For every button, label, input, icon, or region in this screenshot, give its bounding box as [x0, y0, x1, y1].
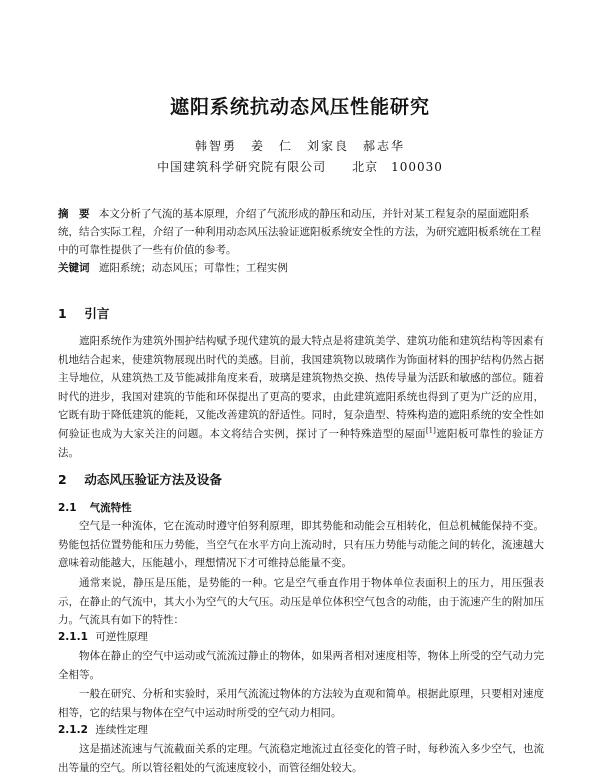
paragraph: 一般在研究、分析和实验时，采用气流流过物体的方法较为直观和简单。根据此原理，只要相对速度相等，它的结果与物体在空气中运动时所受的空气动力相同。 [58, 688, 544, 719]
section-1-heading [58, 304, 109, 322]
paragraph: 空气是一种流体，它在流动时遵守伯努利原理，即其势能和动能会互相转化，但总机械能保持不变。势能包括位置势能和压力势能，当空气在水平方向上流动时，只有压力势能与动能之间的转化，流速越大意味着动能越大，压能越小，理想情况下才可维持总能量不变。 [58, 520, 544, 570]
section-title: 引言 [84, 306, 110, 321]
subsection-2-1-2-heading [58, 722, 148, 737]
subsection-2-1-1-heading [58, 629, 148, 644]
subsection-2-1-heading [58, 500, 132, 515]
subsection-title: 气流特性 [89, 502, 132, 514]
paragraph: 通常来说，静压是压能，是势能的一种。它是空气垂直作用于物体单位表面积上的压力，用压强表示，在静止的气流中，其大小为空气的大气压。动压是单位体积空气包含的动能，由于流速产生的附加压力。气流具有如下的特性： [58, 577, 544, 627]
subsection-number: 2.1 [58, 502, 77, 514]
abstract-text: 本文分析了气流的基本原理，介绍了气流形成的静压和动压，并针对某工程复杂的屋面遮阳系统，结合实际工程，介绍了一种利用动态风压法验证遮阳板系统安全性的方法，为研究遮阳板系统在工程中的可靠性提供了一些有价值的参考。 [58, 208, 541, 256]
section-number: 2 [58, 472, 67, 487]
abstract [58, 205, 544, 259]
paragraph: 这是描述流速与气流截面关系的定理。气流稳定地流过直径变化的管子时，每秒流入多少空气，也流出等量的空气。所以管径粗处的气流速度较小，而管径细处较大。 [58, 743, 544, 774]
abstract-label: 摘 要 [58, 208, 90, 220]
paper-title: 遮阳系统抗动态风压性能研究 [169, 96, 430, 118]
keywords [58, 259, 544, 277]
intro-text: 遮阳系统作为建筑外围护结构赋予现代建筑的最大特点是将建筑美学、建筑功能和建筑结构等因素有机地结合起来，使建筑物展现出时代的美感。目前，我国建筑物以玻璃作为饰面材料的围护结构仍然占据主导地位，从建筑热工及节能减排角度来看，玻璃是建筑物热交换、热传导量为活跃和敏感的部位。随着时代的进步，我国对建筑的节能和环保提出了更高的要求，由此建筑遮阳系统也得到了更为广泛的应用，它既有助于降低建筑的能耗，又能改善建筑的舒适性。同时，复杂造型、特殊构造的遮阳系统的安全性如何验证也成为大家关注的问题。本文将结合实例，探讨了一种特殊造型的屋面 [58, 335, 544, 440]
section-2-heading [58, 470, 222, 488]
section-number: 1 [58, 306, 67, 321]
paragraph: 物体在静止的空气中运动或气流流过静止的物体，如果两者相对速度相等，物体上所受的空气动力完全相等。 [58, 650, 544, 681]
subsection-number: 2.1.2 [58, 724, 88, 736]
affiliation: 中国建筑科学研究院有限公司 北京 100030 [157, 160, 443, 174]
keywords-label: 关键词 [58, 262, 90, 274]
section-title: 动态风压验证方法及设备 [84, 472, 222, 487]
keywords-text: 遮阳系统；动态风压；可靠性；工程实例 [98, 262, 288, 274]
subsection-title: 连续性定理 [95, 724, 148, 736]
author-list: 韩智勇 姜 仁 刘家良 郝志华 [194, 139, 405, 153]
subsection-title: 可逆性原理 [95, 631, 148, 643]
intro-text-end: 遮阳板可靠性的验证方法。 [58, 427, 545, 459]
citation-ref: [1] [425, 426, 436, 435]
subsection-number: 2.1.1 [58, 631, 88, 643]
intro-paragraph [58, 332, 544, 462]
